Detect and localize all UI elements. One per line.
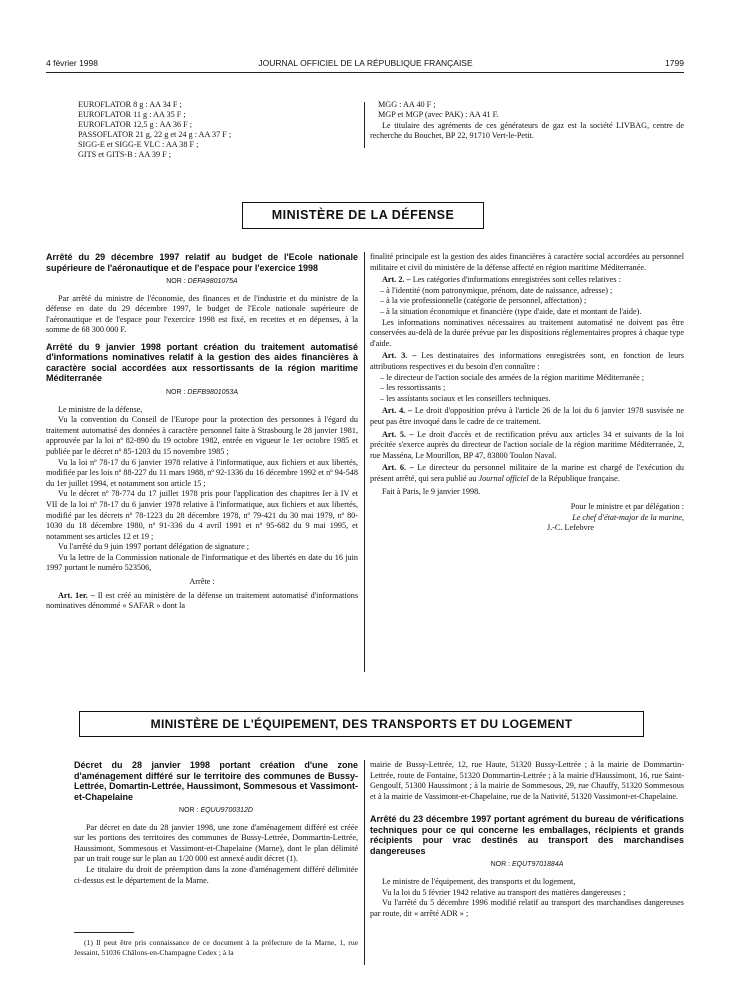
paragraph: Les informations nominatives nécessaires au traitement automatisé ne doivent pas être conservées au-delà de la durée prévue par les dispositions réglementaires propres à chaque type d'aide. <box>370 317 684 348</box>
paragraph: Vu la loi du 5 février 1942 relative au transport des matières dangereuses ; <box>382 887 626 897</box>
nor-reference <box>74 806 358 817</box>
nor-code: DEFA9801075A <box>187 278 238 285</box>
header-rule <box>46 72 684 73</box>
paragraph: Vu le décret nº 78-774 du 17 juillet 1978 pris pour l'application des chapitres Ier à IV et VII de la loi nº 78-17 du 6 janvier 1978 relative à l'informatique, aux fichiers et aux libertés, modifié par les décrets nº 78-1223 du 28 décembre 1978, nº 79-421 du 30 mai 1979, nº 80-1030 du 18 décembre 1980, nº 91-336 du 4 avril 1991 et nº 95-682 du 9 mai 1995, et notamment ses articles 12 et 19 ; <box>46 489 358 541</box>
paragraph <box>46 591 358 612</box>
article-title: Arrêté du 29 décembre 1997 relatif au budget de l'Ecole nationale supérieure de l'aéronautique et de l'espace pour l'exercice 1998 <box>46 252 358 273</box>
paragraph: Vu l'arrêté du 5 décembre 1996 modifié relatif au transport des marchandises dangereuses par route, dit « arrêté ADR » ; <box>370 898 684 918</box>
nor-code: DEFB9801053A <box>187 388 238 396</box>
article-text: Les catégories d'informations enregistrées sont celles relatives : <box>412 275 621 285</box>
paragraph: Le ministre de la défense, <box>58 404 143 414</box>
column-divider <box>364 102 365 148</box>
header-page-number: 1799 <box>665 58 684 68</box>
paragraph: Vu la loi nº 78-17 du 6 janvier 1978 relative à l'informatique, aux fichiers et aux libertés, modifiée par les lois nº 88-227 du 11 mars 1988, nº 92-1336 du 16 décembre 1992 et nº 94-548 du 1er juillet 1994, et notamment son article 15 ; <box>46 457 358 488</box>
signature-name: J.-C. Lefebvre <box>546 523 594 533</box>
list-item: SIGG-E et SIGG-E VLC : AA 38 F ; <box>78 140 199 149</box>
list-item: – les assistants sociaux et les conseillers techniques. <box>380 393 551 403</box>
article-label: Art. 4. – <box>382 406 413 416</box>
article-label: Art. 2. – <box>382 275 411 285</box>
paragraph: Le titulaire des agréments de ces générateurs de gaz est la société LIVBAG, centre de recherche du Bouchet, BP 22, 91710 Vert-le-Petit. <box>370 120 684 141</box>
paragraph <box>370 275 684 286</box>
column-divider <box>364 760 365 965</box>
signature-title: Le chef d'état-major de la marine, <box>572 512 684 522</box>
list-item: EUROFLATOR 8 g : AA 34 F ; <box>78 100 182 109</box>
paragraph <box>370 406 684 427</box>
paragraph: finalité principale est la gestion des aides financières à caractère social accordées au personnel militaire et civil du ministère de la défense affecté en région maritime Méditerranée. <box>370 252 684 272</box>
list-item: EUROFLATOR 12,5 g : AA 36 F ; <box>78 120 193 129</box>
article-text: Les destinataires des informations enregistrées sont, en fonction de leurs attributions respectives et du besoin d'en connaître : <box>370 351 684 371</box>
paragraph: Vu la convention du Conseil de l'Europe pour la protection des personnes à l'égard du traitement automatisé des données à caractère personnel faite à Strasbourg le 28 janvier 1981, approuvée par la loi nº 82-890 du 19 octobre 1982, entrée en vigueur le 1er octobre 1985 et publiée par le décret nº 85-1203 du 15 novembre 1985 ; <box>46 415 358 456</box>
article-label: Art. 6. – <box>382 463 414 473</box>
article-text: de la République française. <box>530 473 620 483</box>
nor-label: NOR : <box>166 278 186 285</box>
signature-line: Pour le ministre et par délégation : <box>570 502 684 512</box>
ministry-heading-equipement: MINISTÈRE DE L'ÉQUIPEMENT, DES TRANSPORTS ET DU LOGEMENT <box>79 711 644 737</box>
defense-right-column <box>370 252 684 534</box>
list-item: – à l'identité (nom patronymique, prénom, date de naissance, adresse) ; <box>380 285 613 295</box>
paragraph: Le ministre de l'équipement, des transports et du logement, <box>382 876 576 886</box>
nor-code: EQUU9700312D <box>200 807 253 814</box>
list-item: EUROFLATOR 11 g : AA 35 F ; <box>78 110 186 119</box>
column-divider <box>364 252 365 672</box>
header-journal-title: JOURNAL OFFICIEL DE LA RÉPUBLIQUE FRANÇAISE <box>258 58 473 68</box>
nor-label: NOR : <box>166 388 186 396</box>
paragraph: Vu la lettre de la Commission nationale de l'informatique et des libertés en date du 16 juin 1997 portant le numéro 523506, <box>46 552 358 573</box>
list-item: – à la vie professionnelle (catégorie de personnel, affectation) ; <box>380 296 587 306</box>
article-label: Art. 5. – <box>382 429 414 439</box>
paragraph: Le titulaire du droit de préemption dans la zone d'aménagement différé délimitée ci-dessus est le département de la Marne. <box>74 864 358 885</box>
article-label: Art. 3. – <box>382 351 417 361</box>
paragraph <box>370 463 684 484</box>
article-title: Décret du 28 janvier 1998 portant création d'une zone d'aménagement différé sur le territoire des communes de Bussy-Lettrée, Domartin-Lettrée, Haussimont, Sommesous et Vassimont-et-Chapelaine <box>74 760 358 802</box>
nor-reference <box>370 860 684 871</box>
footnote-rule <box>74 932 134 933</box>
arrete-label: Arrête : <box>189 577 215 587</box>
equipement-left-column <box>74 760 358 886</box>
footnote: (1) Il peut être pris connaissance de ce document à la préfecture de la Marne, 1, rue Jessaint, 51036 Châlons-en-Champagne Cedex ; à la <box>74 938 358 957</box>
fait-a-paris: Fait à Paris, le 9 janvier 1998. <box>382 487 481 497</box>
article-title: Arrêté du 9 janvier 1998 portant création du traitement automatisé d'informations nominatives relatif à la gestion des aides financières à caractère social accordées aux ressortissants de la région maritime Méditerranée <box>46 341 358 384</box>
paragraph <box>370 351 684 372</box>
nor-label: NOR : <box>490 861 511 869</box>
paragraph: Vu l'arrêté du 9 juin 1997 portant délégation de signature ; <box>58 542 250 552</box>
journal-name: Journal officiel <box>478 473 529 483</box>
list-item: – le directeur de l'action sociale des armées de la région maritime Méditerranée ; <box>380 372 645 382</box>
list-item: – à la situation économique et financière (type d'aide, date et montant de l'aide). <box>380 306 642 316</box>
signature-line <box>370 513 684 524</box>
paragraph <box>370 430 684 462</box>
list-item: GITS et GITS-B : AA 39 F ; <box>78 150 172 159</box>
equipement-right-column <box>370 760 684 919</box>
nor-code: EQUT9701884A <box>512 861 564 869</box>
article-label: Art. 1er. – <box>58 590 95 600</box>
paragraph: Par arrêté du ministre de l'économie, des finances et de l'industrie et du ministre de la défense en date du 29 décembre 1997, le budget de l'Ecole nationale supérieure de l'aéronautique et de l'espace pour l'exercice 1998 est fixé, en recettes et en dépenses, à la somme de 68 300 000 F. <box>46 293 358 335</box>
top-right-text <box>370 100 684 142</box>
defense-left-column <box>46 252 358 612</box>
nor-label: NOR : <box>179 807 199 814</box>
list-item: – les ressortissants ; <box>380 383 446 393</box>
nor-reference <box>46 388 358 399</box>
article-text: Il est créé au ministère de la défense un traitement automatisé d'informations nominatives dénommé « SAFAR » dont la <box>46 590 359 611</box>
paragraph: Par décret en date du 28 janvier 1998, une zone d'aménagement différé est créée sur les portions des territoires des communes de Bussy-Lettrée, Dommartin-Lettrée, Haussimont, Sommesous et Vassimont-et-Chapelaine (Marne), dont le plan délimité par un trait rouge sur le plan au 1/20 000 est annexé audit décret (1). <box>74 822 358 864</box>
header-date: 4 février 1998 <box>46 58 98 68</box>
paragraph: mairie de Bussy-Lettrée, 12, rue Haute, 51320 Bussy-Lettrée ; à la mairie de Dommartin-Lettrée, route de Fontaine, 51320 Dommartin-Lettrée ; à la mairie d'Haussimont, 16, rue Saint-Gengoulf, 51300 Haussimont ; à la mairie de Sommesous, 29, rue Chauffy, 51320 Sommesous et à la mairie de Vassimont-et-Chapelaine, rue de la Nativité, 51320 Vassimont-et-Chapelaine. <box>370 760 684 801</box>
list-item: MGP et MGP (avec PAK) : AA 41 F. <box>378 110 499 120</box>
article-text: Le droit d'accès et de rectification prévu aux articles 34 et suivants de la loi précitée s'exerce auprès du directeur de l'action sociale de la région maritime Méditerranée, 2, rue Masséna, Le Mourillon, BP 47, 83800 Toulon Naval. <box>370 429 684 460</box>
nor-reference <box>46 277 358 288</box>
ministry-heading-defense: MINISTÈRE DE LA DÉFENSE <box>242 202 484 229</box>
article-title: Arrêté du 23 décembre 1997 portant agrément du bureau de vérifications techniques pour ce qui concerne les emballages, récipients et grands récipients pour vrac destinés au transport des marchandises dangereuses <box>370 814 684 856</box>
article-text: Le droit d'opposition prévu à l'article 26 de la loi du 6 janvier 1978 susvisée ne peut pas être invoqué dans le cadre de ce traitement. <box>370 406 685 426</box>
list-item: PASSOFLATOR 21 g, 22 g et 24 g : AA 37 F ; <box>78 130 232 139</box>
article-text: Le directeur du personnel militaire de la marine est chargé de l'exécution du présent arrêté, qui sera publié au <box>370 463 685 483</box>
top-left-list <box>78 100 328 160</box>
list-item: MGG : AA 40 F ; <box>378 100 436 109</box>
